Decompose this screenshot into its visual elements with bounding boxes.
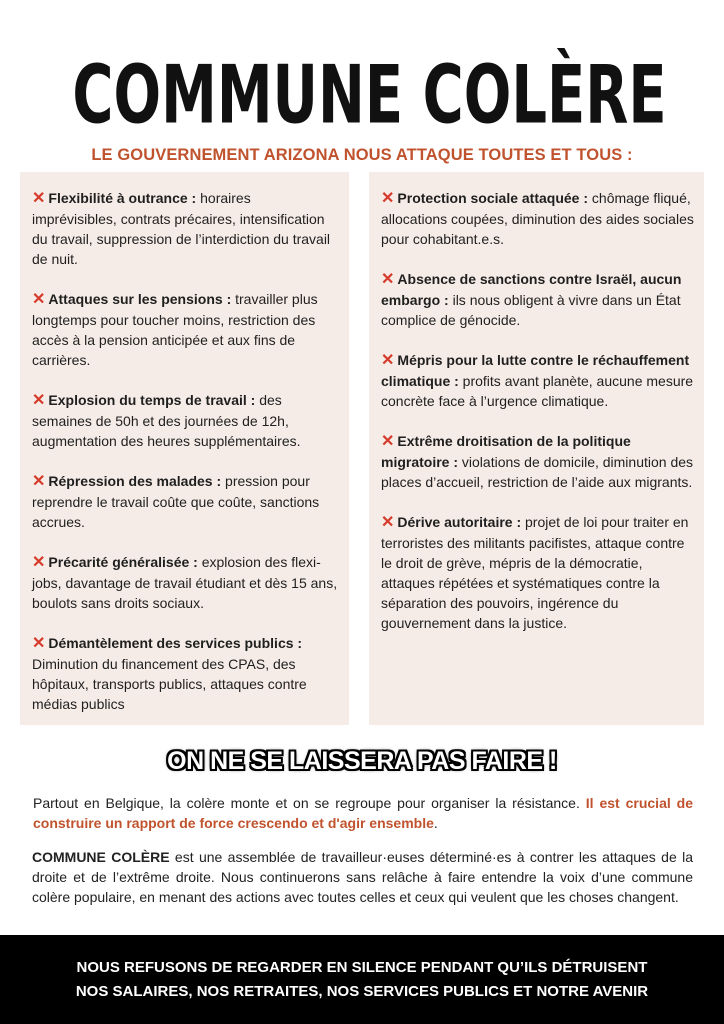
left-attack-list	[20, 172, 349, 725]
org-name: COMMUNE COLÈRE	[32, 849, 170, 865]
cross-mark-icon: ✕	[32, 190, 46, 207]
footer-line-2: NOS SALAIRES, NOS RETRAITES, NOS SERVICES PUBLICS ET NOTRE AVENIR	[75, 983, 649, 1000]
list-item	[381, 431, 694, 492]
list-item	[32, 633, 339, 714]
item-text: projet de loi pour traiter en terroristes des militants pacifistes, attaque contre le droit de grève, mépris de la démocratie, attaques répétées et systématiques contre la séparation des pouvoirs, ingérence du gouvernement dans la justice.	[381, 514, 689, 631]
list-item	[381, 188, 694, 249]
list-item	[381, 350, 694, 411]
item-text: Diminution du financement des CPAS, des hôpitaux, transports publics, attaques contre médias publics	[32, 656, 307, 712]
slogan: ON NE SE LAISSERA PAS FAIRE !	[167, 747, 557, 775]
item-text: profits avant planète, aucune mesure concrète face à l’urgence climatique.	[381, 373, 694, 409]
paragraph-text: Partout en Belgique, la colère monte et on se regroupe pour organiser la résistance.	[33, 795, 586, 811]
cross-mark-icon: ✕	[32, 392, 46, 409]
cross-mark-icon: ✕	[381, 190, 395, 207]
item-heading: Absence de sanctions contre Israël, aucun embargo :	[381, 271, 682, 308]
paragraph-about	[32, 847, 693, 907]
cross-mark-icon: ✕	[381, 352, 395, 369]
subtitle: LE GOUVERNEMENT ARIZONA NOUS ATTAQUE TOUTES ET TOUS :	[91, 146, 633, 164]
item-text: horaires imprévisibles, contrats précaires, intensification du travail, suppression de l’interdiction du travail de nuit.	[32, 190, 331, 267]
item-text: explosion des flexi-jobs, davantage de travail étudiant et dès 15 ans, boulots sans droits sociaux.	[32, 554, 338, 611]
item-heading: Protection sociale attaquée :	[397, 190, 589, 206]
cross-mark-icon: ✕	[381, 433, 395, 450]
item-heading: Mépris pour la lutte contre le réchauffement climatique :	[381, 352, 690, 389]
list-item	[32, 289, 339, 370]
item-text: travailler plus longtemps pour toucher moins, restriction des accès à la pension anticipée et aux fins de carrières.	[32, 291, 318, 368]
list-item	[381, 512, 694, 633]
right-attack-list	[369, 172, 704, 725]
item-heading: Attaques sur les pensions :	[48, 291, 232, 307]
list-item	[381, 269, 694, 330]
footer-line-1: NOUS REFUSONS DE REGARDER EN SILENCE PENDANT QU’ILS DÉTRUISENT	[76, 959, 648, 976]
list-item	[32, 471, 339, 532]
page-title: COMMUNE COLÈRE	[72, 47, 667, 143]
item-text: violations de domicile, diminution des places d’accueil, restriction de l’aide aux migrants.	[381, 454, 694, 490]
cross-mark-icon: ✕	[32, 635, 46, 652]
item-text: pression pour reprendre le travail coûte que coûte, sanctions accrues.	[32, 473, 320, 530]
paragraph-text: est une assemblée de travailleur·euses déterminé·es à contrer les attaques de la droite et de l’extrême droite. Nous continuerons sans relâche à faire entendre la voix d’une commune colère populaire, en menant des actions avec toutes celles et ceux qui veulent que les choses changent.	[32, 849, 693, 905]
item-heading: Flexibilité à outrance :	[48, 190, 197, 206]
item-text: chômage fliqué, allocations coupées, diminution des aides sociales pour cohabitant.e.s.	[381, 190, 694, 247]
item-heading: Démantèlement des services publics :	[48, 635, 303, 651]
cross-mark-icon: ✕	[32, 473, 46, 490]
paragraph-end: .	[433, 815, 438, 831]
item-heading: Extrême droitisation de la politique migratoire :	[381, 433, 631, 470]
item-heading: Précarité généralisée :	[48, 554, 198, 570]
item-heading: Répression des malades :	[48, 473, 222, 489]
list-item	[32, 188, 339, 269]
item-text: ils nous obligent à vivre dans un État complice de génocide.	[381, 292, 681, 328]
list-item	[32, 390, 339, 451]
item-text: des semaines de 50h et des journées de 12h, augmentation des heures supplémentaires.	[32, 392, 301, 449]
item-heading: Explosion du temps de travail :	[48, 392, 256, 408]
list-item	[32, 552, 339, 613]
paragraph-highlight: Il est crucial de construire un rapport de force crescendo et d'agir ensemble	[33, 795, 693, 831]
cross-mark-icon: ✕	[381, 271, 395, 288]
item-heading: Dérive autoritaire :	[397, 514, 522, 530]
cross-mark-icon: ✕	[381, 514, 395, 531]
footer-banner	[0, 935, 724, 1024]
cross-mark-icon: ✕	[32, 291, 46, 308]
cross-mark-icon: ✕	[32, 554, 46, 571]
paragraph-belgique	[33, 793, 693, 833]
